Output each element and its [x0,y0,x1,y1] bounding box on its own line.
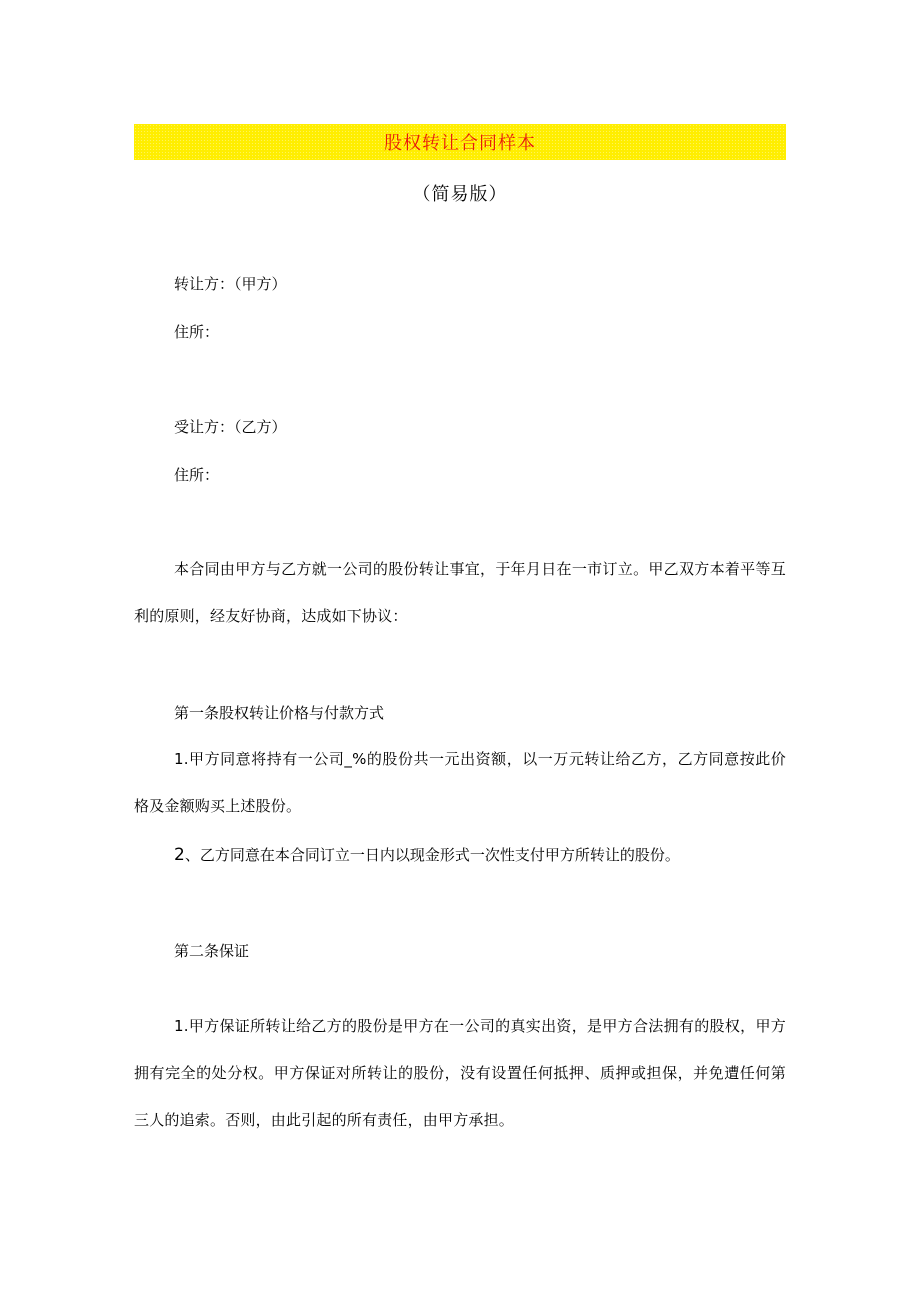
document-title: 股权转让合同样本 [384,133,536,154]
transferee-label: 受让方：（乙方） [174,418,287,436]
transferor-label: 转让方：（甲方） [174,275,287,293]
article1-item2-text: 、乙方同意在本合同订立一日内以现金形式一次性支付甲方所转让的股份。 [184,846,680,864]
article2-item1: 1.甲方保证所转让给乙方的股份是甲方在一公司的真实出资，是甲方合法拥有的股权，甲方拥有完全的处分权。甲方保证对所转让的股份，没有设置任何抵押、质押或担保，并免遭任何第三人的追索。否则，由此引起的所有责任，由甲方承担。 [134,1017,786,1129]
article1-item2-number: 2 [174,845,185,865]
title-highlight-band [134,124,786,160]
transferee-address: 住所： [174,466,220,484]
transferor-address: 住所： [174,323,220,341]
intro-paragraph: 本合同由甲方与乙方就一公司的股份转让事宜，于年月日在一市订立。甲乙双方本着平等互利的原则，经友好协商，达成如下协议： [134,560,786,625]
article1-item1: 1.甲方同意将持有一公司_%的股份共一元出资额，以一万元转让给乙方，乙方同意按此价格及金额购买上述股份。 [134,750,786,815]
document-subtitle: （简易版） [412,184,508,205]
article1-heading: 第一条股权转让价格与付款方式 [174,704,385,722]
article2-heading: 第二条保证 [174,942,250,960]
article1-item2 [174,845,680,865]
